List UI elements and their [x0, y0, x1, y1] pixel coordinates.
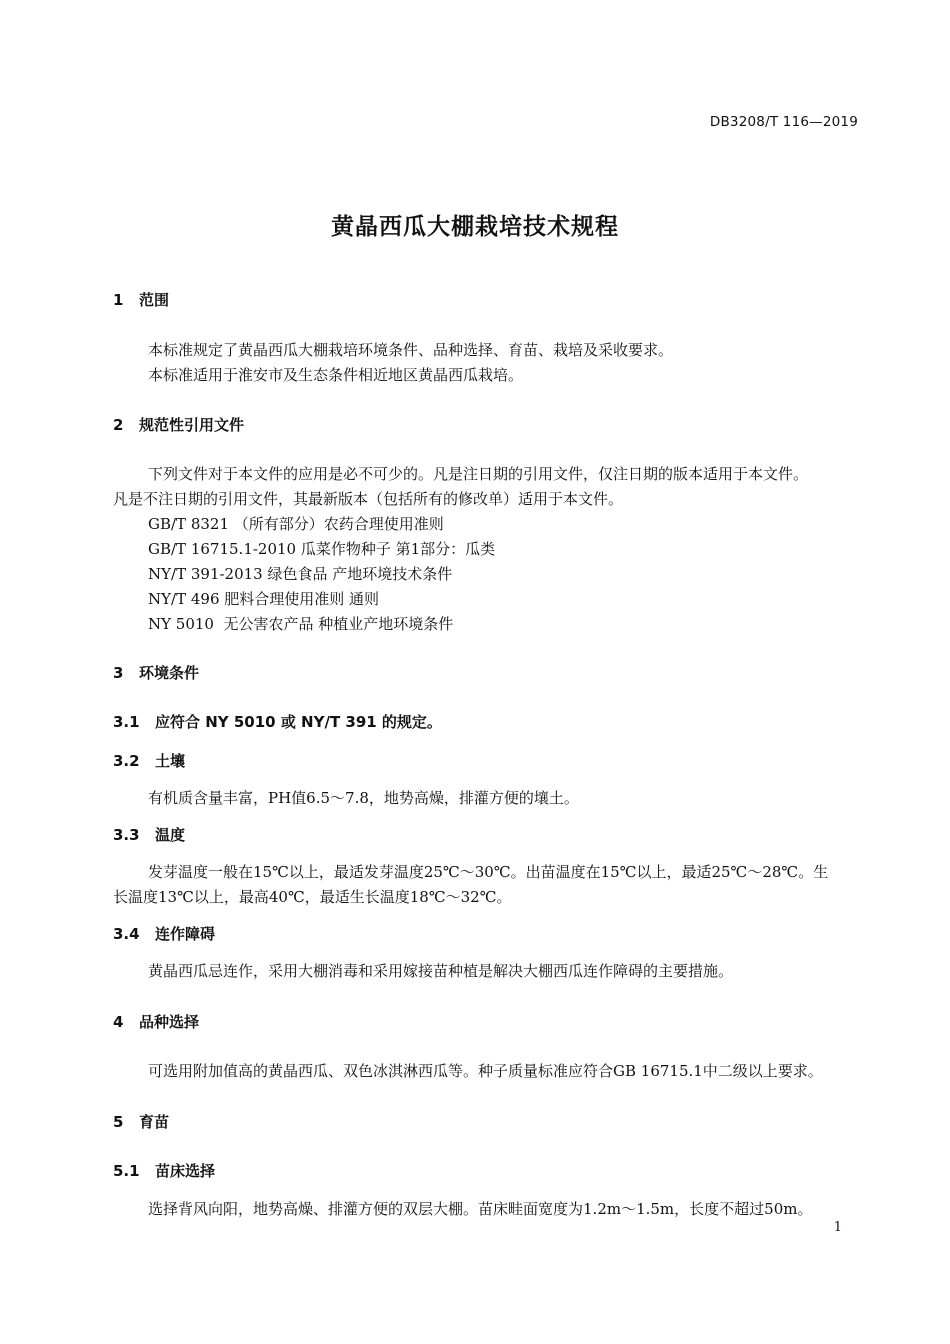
paragraph: 本标准规定了黄晶西瓜大棚栽培环境条件、品种选择、育苗、栽培及采收要求。	[148, 341, 674, 359]
reference-item: GB/T 8321 （所有部分）农药合理使用准则	[148, 515, 444, 533]
reference-item: NY/T 391-2013 绿色食品 产地环境技术条件	[148, 565, 453, 583]
section-number: 3	[113, 664, 124, 682]
page-number: 1	[833, 1220, 842, 1235]
paragraph: 可选用附加值高的黄晶西瓜、双色冰淇淋西瓜等。种子质量标准应符合GB 16715.1中二级以上要求。	[148, 1062, 823, 1080]
paragraph: 有机质含量丰富，PH值6.5～7.8，地势高燥，排灌方便的壤土。	[148, 789, 579, 807]
section-2-heading	[113, 414, 244, 435]
reference-item: NY 5010 无公害农产品 种植业产地环境条件	[148, 615, 454, 633]
paragraph: 长温度13℃以上，最高40℃，最适生长温度18℃～32℃。	[113, 888, 512, 906]
subsection-number: 3.4	[113, 925, 140, 943]
paragraph: 本标准适用于淮安市及生态条件相近地区黄晶西瓜栽培。	[148, 366, 524, 384]
paragraph: 发芽温度一般在15℃以上，最适发芽温度25℃～30℃。出苗温度在15℃以上，最适25℃～28℃。生	[148, 863, 829, 881]
reference-item: GB/T 16715.1-2010 瓜菜作物种子 第1部分：瓜类	[148, 540, 496, 558]
subsection-number: 3.1	[113, 713, 140, 731]
subsection-number: 3.2	[113, 752, 140, 770]
standard-code: DB3208/T 116—2019	[709, 114, 858, 130]
section-title: 环境条件	[139, 664, 200, 682]
section-4-heading	[113, 1011, 199, 1032]
section-1-heading	[113, 289, 169, 310]
paragraph: 选择背风向阳，地势高燥、排灌方便的双层大棚。苗床畦面宽度为1.2m～1.5m，长度不超过50m。	[148, 1200, 813, 1218]
section-number: 1	[113, 291, 124, 309]
section-number: 5	[113, 1113, 124, 1131]
section-title: 育苗	[139, 1113, 170, 1131]
subsection-title: 土壤	[155, 752, 186, 770]
paragraph: 凡是不注日期的引用文件，其最新版本（包括所有的修改单）适用于本文件。	[113, 490, 624, 508]
section-title: 规范性引用文件	[139, 416, 245, 434]
document-title: 黄晶西瓜大棚栽培技术规程	[331, 214, 619, 240]
section-number: 2	[113, 416, 124, 434]
subsection-number: 3.3	[113, 826, 140, 844]
section-number: 4	[113, 1013, 124, 1031]
subsection-5-1-heading	[113, 1160, 215, 1181]
section-3-heading	[113, 662, 199, 683]
subsection-3-3-heading	[113, 824, 185, 845]
subsection-title: 应符合 NY 5010 或 NY/T 391 的规定。	[155, 713, 442, 731]
section-5-heading	[113, 1111, 169, 1132]
subsection-title: 苗床选择	[155, 1162, 216, 1180]
reference-item: NY/T 496 肥料合理使用准则 通则	[148, 590, 380, 608]
subsection-title: 连作障碍	[155, 925, 216, 943]
section-title: 范围	[139, 291, 170, 309]
subsection-3-4-heading	[113, 923, 215, 944]
subsection-3-1-heading	[113, 711, 442, 732]
subsection-title: 温度	[155, 826, 186, 844]
section-title: 品种选择	[139, 1013, 200, 1031]
subsection-3-2-heading	[113, 750, 185, 771]
paragraph: 黄晶西瓜忌连作，采用大棚消毒和采用嫁接苗种植是解决大棚西瓜连作障碍的主要措施。	[148, 962, 734, 980]
paragraph: 下列文件对于本文件的应用是必不可少的。凡是注日期的引用文件，仅注日期的版本适用于本文件。	[148, 465, 809, 483]
subsection-number: 5.1	[113, 1162, 140, 1180]
